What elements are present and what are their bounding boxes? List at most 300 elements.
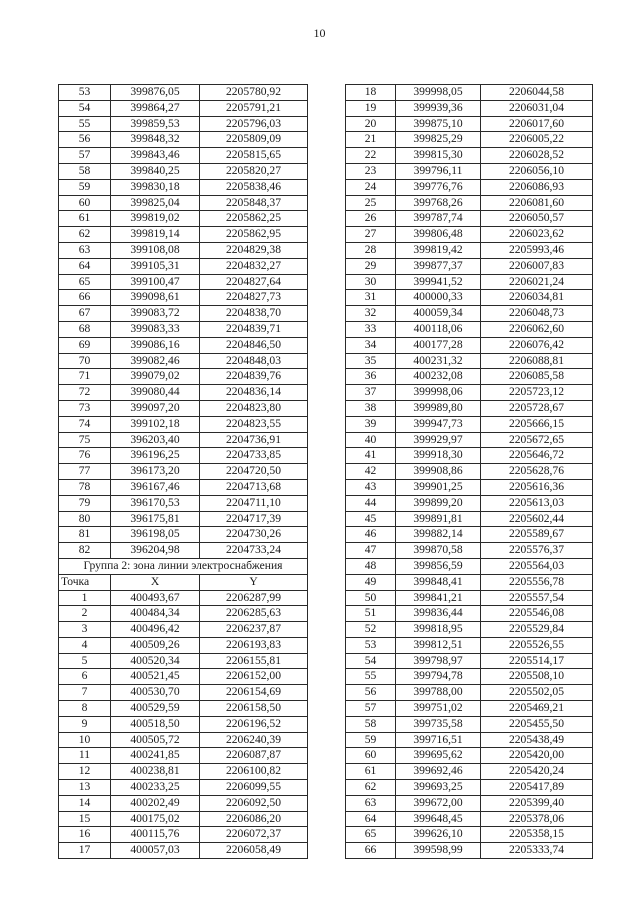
y-coordinate-cell: 2205508,10: [481, 669, 593, 685]
point-number-cell: 60: [59, 195, 111, 211]
x-coordinate-cell: 396175,81: [111, 511, 200, 527]
point-number-cell: 47: [346, 543, 396, 559]
point-number-cell: 28: [346, 242, 396, 258]
point-number-cell: 43: [346, 479, 396, 495]
y-coordinate-cell: 2204717,39: [200, 511, 308, 527]
x-coordinate-cell: 399870,58: [396, 543, 481, 559]
point-number-cell: 64: [59, 258, 111, 274]
x-coordinate-cell: 399787,74: [396, 211, 481, 227]
table-row: [59, 811, 308, 827]
table-row: [59, 464, 308, 480]
y-coordinate-cell: 2204848,03: [200, 353, 308, 369]
x-coordinate-cell: 399794,78: [396, 669, 481, 685]
table-row: [346, 290, 593, 306]
point-number-cell: 45: [346, 511, 396, 527]
point-number-cell: 70: [59, 353, 111, 369]
point-number-cell: 12: [59, 764, 111, 780]
x-coordinate-cell: 396198,05: [111, 527, 200, 543]
point-number-cell: 19: [346, 100, 396, 116]
point-number-cell: 62: [59, 227, 111, 243]
point-number-cell: 60: [346, 748, 396, 764]
y-coordinate-cell: 2206081,60: [481, 195, 593, 211]
y-coordinate-cell: 2205529,84: [481, 622, 593, 638]
table-row: [346, 669, 593, 685]
table-header-row: [59, 574, 308, 590]
y-coordinate-cell: 2205589,67: [481, 527, 593, 543]
x-coordinate-cell: 399812,51: [396, 637, 481, 653]
table-row: [59, 843, 308, 859]
y-coordinate-cell: 2205420,24: [481, 764, 593, 780]
y-coordinate-cell: 2205514,17: [481, 653, 593, 669]
y-coordinate-cell: 2205838,46: [200, 179, 308, 195]
y-coordinate-cell: 2205358,15: [481, 827, 593, 843]
point-number-cell: 11: [59, 748, 111, 764]
x-coordinate-cell: 396173,20: [111, 464, 200, 480]
table-row: [346, 732, 593, 748]
table-row: [59, 337, 308, 353]
x-coordinate-cell: 400177,28: [396, 337, 481, 353]
table-row: [59, 321, 308, 337]
table-row: [59, 685, 308, 701]
table-row: [346, 132, 593, 148]
x-coordinate-cell: 399105,31: [111, 258, 200, 274]
table-row: [59, 400, 308, 416]
point-number-cell: 49: [346, 574, 396, 590]
table-row: [346, 511, 593, 527]
y-coordinate-cell: 2206193,83: [200, 637, 308, 653]
y-coordinate-cell: 2206050,57: [481, 211, 593, 227]
table-row: [346, 369, 593, 385]
x-coordinate-cell: 400496,42: [111, 622, 200, 638]
point-number-cell: 50: [346, 590, 396, 606]
point-number-cell: 24: [346, 179, 396, 195]
x-coordinate-cell: 399626,10: [396, 827, 481, 843]
table-row: [59, 306, 308, 322]
y-coordinate-cell: 2206031,04: [481, 100, 593, 116]
y-coordinate-cell: 2205333,74: [481, 843, 593, 859]
point-number-cell: 38: [346, 400, 396, 416]
y-coordinate-cell: 2205672,65: [481, 432, 593, 448]
point-number-cell: 2: [59, 606, 111, 622]
y-coordinate-cell: 2206048,73: [481, 306, 593, 322]
x-coordinate-cell: 400057,03: [111, 843, 200, 859]
x-coordinate-cell: 399848,32: [111, 132, 200, 148]
table-row: [59, 590, 308, 606]
point-number-cell: 6: [59, 669, 111, 685]
point-number-cell: 36: [346, 369, 396, 385]
y-coordinate-cell: 2206058,49: [200, 843, 308, 859]
x-coordinate-cell: 399798,97: [396, 653, 481, 669]
point-number-cell: 48: [346, 558, 396, 574]
x-coordinate-cell: 396167,46: [111, 479, 200, 495]
x-coordinate-cell: 399796,11: [396, 163, 481, 179]
table-row: [346, 432, 593, 448]
x-coordinate-cell: 399876,05: [111, 85, 200, 101]
x-coordinate-cell: 399877,37: [396, 258, 481, 274]
y-coordinate-cell: 2206005,22: [481, 132, 593, 148]
x-coordinate-cell: 400202,49: [111, 795, 200, 811]
y-coordinate-cell: 2205791,21: [200, 100, 308, 116]
point-number-cell: 76: [59, 448, 111, 464]
x-coordinate-cell: 400530,70: [111, 685, 200, 701]
table-row: [346, 400, 593, 416]
x-coordinate-cell: 399989,80: [396, 400, 481, 416]
y-coordinate-cell: 2206056,10: [481, 163, 593, 179]
point-number-cell: 61: [346, 764, 396, 780]
x-coordinate-cell: 399843,46: [111, 148, 200, 164]
x-coordinate-cell: 399856,59: [396, 558, 481, 574]
y-coordinate-cell: 2206285,63: [200, 606, 308, 622]
point-number-cell: 37: [346, 385, 396, 401]
y-coordinate-cell: 2205469,21: [481, 701, 593, 717]
table-row: [346, 211, 593, 227]
page-number: 10: [313, 26, 326, 40]
point-number-cell: 3: [59, 622, 111, 638]
x-coordinate-cell: 399102,18: [111, 416, 200, 432]
y-coordinate-cell: 2206023,62: [481, 227, 593, 243]
x-coordinate-cell: 396204,98: [111, 543, 200, 559]
y-coordinate-cell: 2205862,95: [200, 227, 308, 243]
y-coordinate-cell: 2204838,70: [200, 306, 308, 322]
x-coordinate-cell: 399859,53: [111, 116, 200, 132]
point-number-cell: 72: [59, 385, 111, 401]
y-coordinate-cell: 2204730,26: [200, 527, 308, 543]
y-coordinate-cell: 2205820,27: [200, 163, 308, 179]
table-row: [346, 827, 593, 843]
y-coordinate-cell: 2206062,60: [481, 321, 593, 337]
table-row: [346, 242, 593, 258]
point-number-cell: 30: [346, 274, 396, 290]
table-row: [59, 163, 308, 179]
table-row: [59, 132, 308, 148]
x-coordinate-cell: 399819,42: [396, 242, 481, 258]
y-coordinate-cell: 2204839,71: [200, 321, 308, 337]
y-coordinate-cell: 2204713,68: [200, 479, 308, 495]
table-row: [346, 306, 593, 322]
point-number-cell: 68: [59, 321, 111, 337]
table-row: [59, 827, 308, 843]
y-coordinate-cell: 2206237,87: [200, 622, 308, 638]
table-row: [346, 843, 593, 859]
y-coordinate-cell: 2206092,50: [200, 795, 308, 811]
point-number-cell: 16: [59, 827, 111, 843]
table-row: [346, 337, 593, 353]
y-coordinate-cell: 2204836,14: [200, 385, 308, 401]
table-row: [59, 543, 308, 559]
y-coordinate-cell: 2205728,67: [481, 400, 593, 416]
y-coordinate-cell: 2204827,73: [200, 290, 308, 306]
y-coordinate-cell: 2205796,03: [200, 116, 308, 132]
x-coordinate-cell: 399918,30: [396, 448, 481, 464]
x-coordinate-cell: 399716,51: [396, 732, 481, 748]
table-row: [346, 527, 593, 543]
y-coordinate-cell: 2204736,91: [200, 432, 308, 448]
point-number-cell: 17: [59, 843, 111, 859]
x-coordinate-cell: 400231,32: [396, 353, 481, 369]
y-coordinate-cell: 2206085,58: [481, 369, 593, 385]
table-row: [346, 195, 593, 211]
table-row: [346, 622, 593, 638]
y-coordinate-cell: 2206158,50: [200, 701, 308, 717]
table-row: [346, 543, 593, 559]
x-coordinate-cell: 399598,99: [396, 843, 481, 859]
y-coordinate-cell: 2206099,55: [200, 780, 308, 796]
table-row: [59, 637, 308, 653]
point-number-cell: 57: [59, 148, 111, 164]
table-row: [59, 669, 308, 685]
y-coordinate-cell: 2205616,36: [481, 479, 593, 495]
column-header-point: Точка: [59, 574, 111, 590]
table-row: [59, 116, 308, 132]
table-row: [59, 448, 308, 464]
table-row: [59, 511, 308, 527]
y-coordinate-cell: 2204720,50: [200, 464, 308, 480]
table-row: [346, 685, 593, 701]
table-row: [59, 148, 308, 164]
point-number-cell: 56: [346, 685, 396, 701]
point-number-cell: 21: [346, 132, 396, 148]
table-row: [59, 432, 308, 448]
y-coordinate-cell: 2204711,10: [200, 495, 308, 511]
x-coordinate-cell: 399098,61: [111, 290, 200, 306]
table-row: [346, 227, 593, 243]
x-coordinate-cell: 400000,33: [396, 290, 481, 306]
point-number-cell: 23: [346, 163, 396, 179]
table-row: [59, 795, 308, 811]
y-coordinate-cell: 2204733,85: [200, 448, 308, 464]
point-number-cell: 41: [346, 448, 396, 464]
table-row: [59, 353, 308, 369]
x-coordinate-cell: 399776,76: [396, 179, 481, 195]
table-row: [59, 780, 308, 796]
point-number-cell: 9: [59, 716, 111, 732]
x-coordinate-cell: 400518,50: [111, 716, 200, 732]
table-row: [346, 558, 593, 574]
x-coordinate-cell: 399692,46: [396, 764, 481, 780]
point-number-cell: 25: [346, 195, 396, 211]
y-coordinate-cell: 2205862,25: [200, 211, 308, 227]
y-coordinate-cell: 2205613,03: [481, 495, 593, 511]
point-number-cell: 80: [59, 511, 111, 527]
table-row: [59, 258, 308, 274]
point-number-cell: 42: [346, 464, 396, 480]
y-coordinate-cell: 2206021,24: [481, 274, 593, 290]
point-number-cell: 32: [346, 306, 396, 322]
x-coordinate-cell: 396170,53: [111, 495, 200, 511]
point-number-cell: 22: [346, 148, 396, 164]
y-coordinate-cell: 2206086,20: [200, 811, 308, 827]
point-number-cell: 74: [59, 416, 111, 432]
y-coordinate-cell: 2205420,00: [481, 748, 593, 764]
x-coordinate-cell: 400175,02: [111, 811, 200, 827]
table-row: [346, 701, 593, 717]
point-number-cell: 18: [346, 85, 396, 101]
x-coordinate-cell: 399998,06: [396, 385, 481, 401]
x-coordinate-cell: 400521,45: [111, 669, 200, 685]
point-number-cell: 65: [346, 827, 396, 843]
y-coordinate-cell: 2205815,65: [200, 148, 308, 164]
x-coordinate-cell: 399939,36: [396, 100, 481, 116]
y-coordinate-cell: 2205602,44: [481, 511, 593, 527]
x-coordinate-cell: 399929,97: [396, 432, 481, 448]
x-coordinate-cell: 400505,72: [111, 732, 200, 748]
x-coordinate-cell: 399100,47: [111, 274, 200, 290]
x-coordinate-cell: 399848,41: [396, 574, 481, 590]
table-row: [346, 163, 593, 179]
table-row: [59, 290, 308, 306]
x-coordinate-cell: 400484,34: [111, 606, 200, 622]
point-number-cell: 79: [59, 495, 111, 511]
table-row: [346, 495, 593, 511]
table-row: [346, 780, 593, 796]
x-coordinate-cell: 400509,26: [111, 637, 200, 653]
y-coordinate-cell: 2205564,03: [481, 558, 593, 574]
table-row: [346, 764, 593, 780]
y-coordinate-cell: 2205378,06: [481, 811, 593, 827]
table-row: [59, 242, 308, 258]
x-coordinate-cell: 399830,18: [111, 179, 200, 195]
table-row: [59, 479, 308, 495]
y-coordinate-cell: 2206017,60: [481, 116, 593, 132]
table-row: [59, 764, 308, 780]
point-number-cell: 57: [346, 701, 396, 717]
point-number-cell: 62: [346, 780, 396, 796]
y-coordinate-cell: 2205502,05: [481, 685, 593, 701]
point-number-cell: 65: [59, 274, 111, 290]
point-number-cell: 40: [346, 432, 396, 448]
point-number-cell: 39: [346, 416, 396, 432]
y-coordinate-cell: 2205723,12: [481, 385, 593, 401]
y-coordinate-cell: 2205993,46: [481, 242, 593, 258]
point-number-cell: 27: [346, 227, 396, 243]
x-coordinate-cell: 400233,25: [111, 780, 200, 796]
y-coordinate-cell: 2204846,50: [200, 337, 308, 353]
coordinates-table-right: [345, 84, 593, 859]
point-number-cell: 77: [59, 464, 111, 480]
point-number-cell: 66: [346, 843, 396, 859]
x-coordinate-cell: 399825,04: [111, 195, 200, 211]
point-number-cell: 63: [59, 242, 111, 258]
x-coordinate-cell: 399864,27: [111, 100, 200, 116]
point-number-cell: 34: [346, 337, 396, 353]
point-number-cell: 35: [346, 353, 396, 369]
y-coordinate-cell: 2205438,49: [481, 732, 593, 748]
y-coordinate-cell: 2206076,42: [481, 337, 593, 353]
x-coordinate-cell: 399899,20: [396, 495, 481, 511]
table-row: [59, 748, 308, 764]
table-row: [346, 148, 593, 164]
y-coordinate-cell: 2206028,52: [481, 148, 593, 164]
column-header-y: Y: [200, 574, 308, 590]
table-row: [59, 622, 308, 638]
point-number-cell: 52: [346, 622, 396, 638]
point-number-cell: 82: [59, 543, 111, 559]
y-coordinate-cell: 2205557,54: [481, 590, 593, 606]
table-row: [346, 574, 593, 590]
point-number-cell: 4: [59, 637, 111, 653]
x-coordinate-cell: 399086,16: [111, 337, 200, 353]
x-coordinate-cell: 399083,72: [111, 306, 200, 322]
y-coordinate-cell: 2205646,72: [481, 448, 593, 464]
point-number-cell: 13: [59, 780, 111, 796]
x-coordinate-cell: 399768,26: [396, 195, 481, 211]
point-number-cell: 55: [346, 669, 396, 685]
y-coordinate-cell: 2204832,27: [200, 258, 308, 274]
x-coordinate-cell: 399901,25: [396, 479, 481, 495]
point-number-cell: 5: [59, 653, 111, 669]
x-coordinate-cell: 400232,08: [396, 369, 481, 385]
point-number-cell: 26: [346, 211, 396, 227]
point-number-cell: 56: [59, 132, 111, 148]
x-coordinate-cell: 399693,25: [396, 780, 481, 796]
point-number-cell: 53: [346, 637, 396, 653]
table-row: [346, 748, 593, 764]
x-coordinate-cell: 399695,62: [396, 748, 481, 764]
table-row: [346, 479, 593, 495]
x-coordinate-cell: 400059,34: [396, 306, 481, 322]
x-coordinate-cell: 400238,81: [111, 764, 200, 780]
point-number-cell: 63: [346, 795, 396, 811]
point-number-cell: 78: [59, 479, 111, 495]
y-coordinate-cell: 2206196,52: [200, 716, 308, 732]
point-number-cell: 10: [59, 732, 111, 748]
x-coordinate-cell: 400118,06: [396, 321, 481, 337]
table-row: [59, 527, 308, 543]
x-coordinate-cell: 399819,14: [111, 227, 200, 243]
y-coordinate-cell: 2205576,37: [481, 543, 593, 559]
y-coordinate-cell: 2205628,76: [481, 464, 593, 480]
table-row: [346, 258, 593, 274]
y-coordinate-cell: 2206034,81: [481, 290, 593, 306]
y-coordinate-cell: 2206100,82: [200, 764, 308, 780]
y-coordinate-cell: 2205780,92: [200, 85, 308, 101]
table-row: [346, 274, 593, 290]
point-number-cell: 71: [59, 369, 111, 385]
y-coordinate-cell: 2205455,50: [481, 716, 593, 732]
group-title: Группа 2: зона линии электроснабжения: [59, 558, 308, 574]
x-coordinate-cell: 399097,20: [111, 400, 200, 416]
y-coordinate-cell: 2205417,89: [481, 780, 593, 796]
point-number-cell: 53: [59, 85, 111, 101]
y-coordinate-cell: 2206155,81: [200, 653, 308, 669]
table-row: [59, 732, 308, 748]
point-number-cell: 54: [59, 100, 111, 116]
table-row: [59, 369, 308, 385]
x-coordinate-cell: 399648,45: [396, 811, 481, 827]
point-number-cell: 7: [59, 685, 111, 701]
point-number-cell: 75: [59, 432, 111, 448]
y-coordinate-cell: 2206287,99: [200, 590, 308, 606]
x-coordinate-cell: 400493,67: [111, 590, 200, 606]
x-coordinate-cell: 400241,85: [111, 748, 200, 764]
x-coordinate-cell: 400115,76: [111, 827, 200, 843]
point-number-cell: 81: [59, 527, 111, 543]
y-coordinate-cell: 2205666,15: [481, 416, 593, 432]
table-row: [346, 353, 593, 369]
table-row: [346, 795, 593, 811]
table-row: [346, 100, 593, 116]
point-number-cell: 59: [346, 732, 396, 748]
x-coordinate-cell: 399806,48: [396, 227, 481, 243]
x-coordinate-cell: 400520,34: [111, 653, 200, 669]
x-coordinate-cell: 399815,30: [396, 148, 481, 164]
x-coordinate-cell: 399836,44: [396, 606, 481, 622]
y-coordinate-cell: 2206087,87: [200, 748, 308, 764]
x-coordinate-cell: 399082,46: [111, 353, 200, 369]
table-row: [346, 653, 593, 669]
table-row: [346, 179, 593, 195]
table-row: [59, 385, 308, 401]
